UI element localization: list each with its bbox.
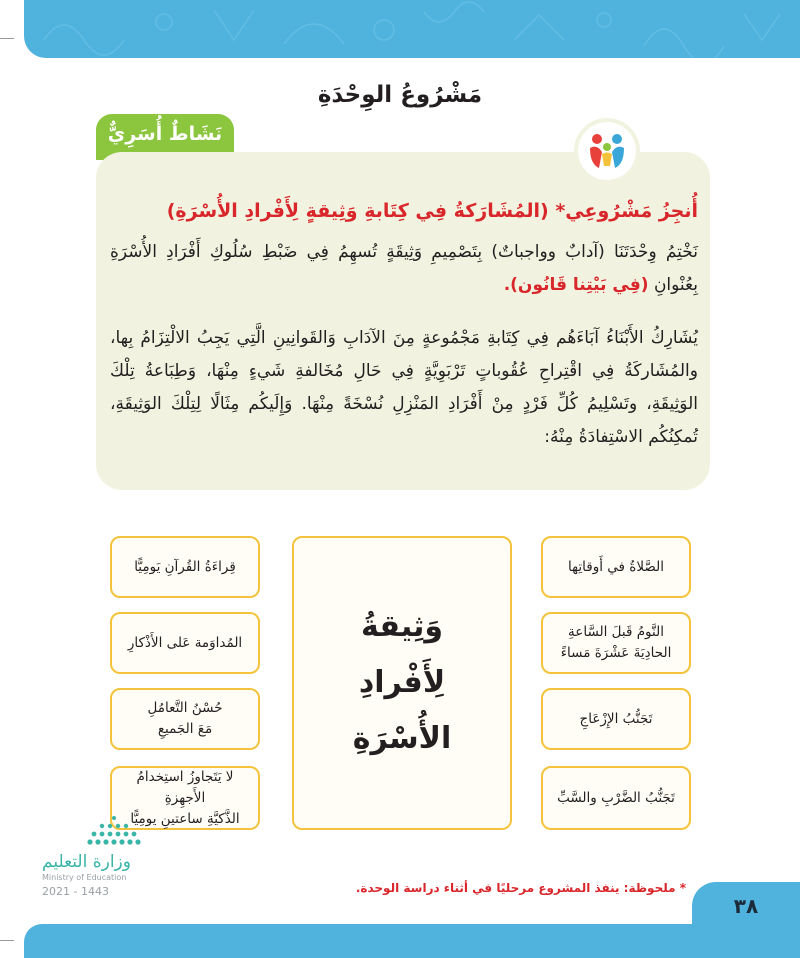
rule-text: الصَّلاةُ في أَوقاتِها	[568, 558, 664, 575]
activity-heading: أُنجِزُ مَشْرُوعِي* (المُشَارَكةُ فِي كِتَابةِ وَثِيقةٍ لِأَفْرادِ الأُسْرَةِ)	[166, 200, 698, 222]
rule-box-prayer	[541, 536, 691, 598]
rule-box-adhkar	[110, 612, 260, 674]
crop-mark	[0, 38, 14, 39]
intro-paragraph	[110, 236, 698, 302]
rule-box-conduct	[110, 688, 260, 750]
rule-box-violence	[541, 766, 691, 830]
rule-text: حُسْنُ التَّعامُلِ	[147, 700, 223, 716]
document-title-line: لِأَفْرادِ	[358, 665, 446, 700]
document-title-highlight: (فِي بَيْتِنا قَانُون).	[503, 275, 649, 295]
intro-text: نَخْتِمُ وِحْدَتَنَا (آدابٌ وواجباتٌ) بِتَصْمِيمِ وَثِيقَةٍ تُسهِمُ فِي ضَبْطِ سُلُوكِ أَفْرَادِ الأُسْرَةِ بِعُنْوانِ	[110, 242, 698, 295]
rule-text: لا يَتَجاوزُ استِخدامُ الأَجهِزةِ	[136, 768, 234, 806]
rule-text: مَعَ الجَميعِ	[157, 721, 213, 737]
bottom-footer-band	[24, 924, 800, 958]
ministry-logo-icon	[80, 812, 150, 852]
crop-mark	[0, 940, 14, 941]
rule-text: تَجَنُّبُ الإِزْعَاجِ	[579, 710, 653, 727]
family-icon	[578, 122, 636, 180]
instructions-paragraph: يُشَارِكُ الأَبْنَاءُ آبَاءَهُم فِي كِتَابةِ مَجْمُوعةٍ مِنَ الآدَابِ وَالقَوانِينِ الَّتِي يَجِبُ الالْتِزَامُ بِها، والمُشَاركَةُ فِي اقْتِراحِ عُقُوباتٍ تَرْبَوِيَّةٍ فِي حَالِ مُخَالفةِ شَيءٍ مِنْهَا، وَطِبَاعةُ تِلْكَ الوَثِيقَةِ، وتَسْلِيمُ كُلِّ فَرْدٍ مِنْ أَفْرَادِ المَنْزِلِ نُسْخَةً مِنْهَا. وَإِلَيكُم مِثَالًا لِتِلْكَ الوَثِيقَةِ، تُمكِنُكُم الاسْتِفادَةُ مِنْهُ:	[110, 328, 698, 447]
unit-project-title: مَشْرُوعُ الوِحْدَةِ	[317, 82, 483, 108]
rule-text: المُداوَمة عَلى الأَذْكارِ	[127, 634, 243, 651]
rule-text: الحادِيَةَ عَشْرَةَ مَساءً	[560, 645, 672, 661]
rule-box-sleep	[541, 612, 691, 674]
rule-text: قِراءَةُ القُرآنِ يَومِيًّا	[134, 558, 236, 575]
top-header-band	[24, 0, 800, 58]
project-note: * ملحوظة: ينفذ المشروع مرحليًا في أثناء دراسة الوحدة.	[355, 881, 686, 895]
doodle-pattern	[24, 0, 800, 58]
family-activity-badge: نَشَاطٌ أُسَرِيٌّ	[96, 114, 234, 160]
edition-year: 2021 - 1443	[42, 885, 109, 898]
rule-text: النَّومُ قَبلَ السَّاعةِ	[568, 624, 664, 640]
document-title-line: الأُسْرَةِ	[352, 721, 452, 756]
rule-text: تَجَنُّبُ الضَّرْبِ والسَّبِّ	[557, 789, 675, 806]
rule-text: الذَّكيَّةِ ساعتينِ يومِيًّا	[130, 810, 240, 827]
rule-box-quran	[110, 536, 260, 598]
document-title-line: وَثِيقةُ	[361, 609, 443, 644]
page-number: ٣٨	[692, 882, 800, 928]
ministry-name-english: Ministry of Education	[42, 873, 127, 882]
rule-box-noise	[541, 688, 691, 750]
ministry-name-arabic: وزارة التعليم	[42, 852, 131, 872]
family-document-title-box	[292, 536, 512, 830]
